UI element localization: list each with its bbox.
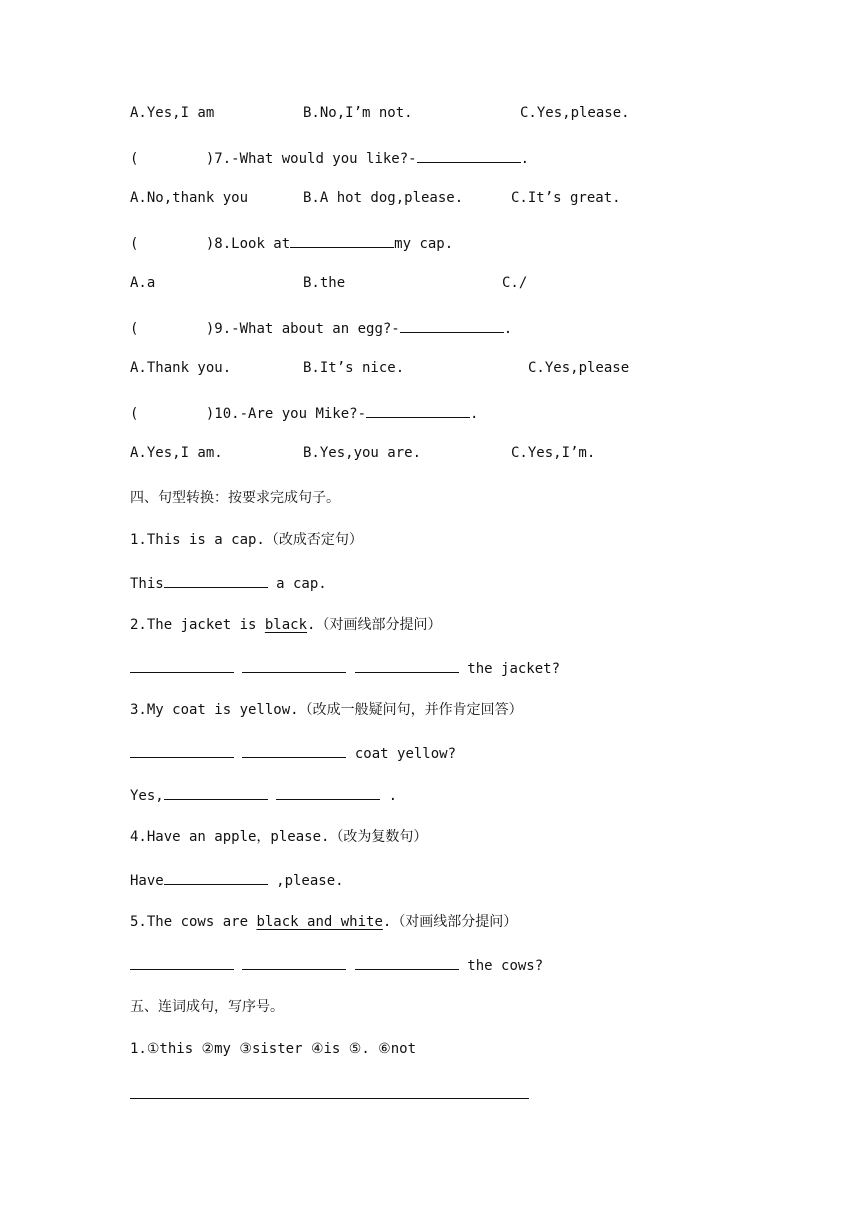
- answer-paren: ( ): [130, 151, 215, 167]
- s4-item-1-prompt: 1.This is a cap.（改成否定句）: [130, 532, 363, 548]
- answer-blank[interactable]: [366, 402, 470, 418]
- q7-option-b: B.A hot dog,please.: [303, 190, 464, 206]
- q8-option-c: C./: [502, 275, 528, 291]
- instruction-note: （对画线部分提问）: [315, 617, 442, 633]
- s4-item-2-prompt: 2.The jacket is black.（对画线部分提问）: [130, 617, 442, 633]
- q10-option-c: C.Yes,I’m.: [511, 445, 596, 461]
- answer-paren: ( ): [130, 406, 215, 422]
- question-10: ( )10.-Are you Mike?- .: [130, 402, 478, 424]
- answer-paren: ( ): [130, 236, 215, 252]
- answer-blank[interactable]: [400, 317, 504, 333]
- question-stem: 7.-What would you like?-: [214, 151, 417, 167]
- question-7: ( )7.-What would you like?- .: [130, 147, 529, 169]
- answer-blank[interactable]: [417, 147, 521, 163]
- question-stem: 10.-Are you Mike?-: [214, 406, 367, 422]
- s4-item-5-prompt: 5.The cows are black and white.（对画线部分提问）: [130, 914, 518, 930]
- answer-blank[interactable]: [355, 657, 459, 673]
- q10-option-b: B.Yes,you are.: [303, 445, 422, 461]
- s4-item-3-answer-reply: Yes, .: [130, 784, 397, 806]
- s4-item-4-answer: Have ,please.: [130, 869, 344, 891]
- q6-option-b: B.No,I’m not.: [303, 105, 413, 121]
- q9-option-b: B.It’s nice.: [303, 360, 405, 376]
- answer-blank[interactable]: [130, 742, 234, 758]
- answer-blank[interactable]: [242, 657, 346, 673]
- underlined-target: black: [264, 617, 308, 633]
- q10-option-a: A.Yes,I am.: [130, 445, 223, 461]
- q9-option-c: C.Yes,please: [528, 360, 630, 376]
- answer-blank[interactable]: [242, 742, 346, 758]
- q6-option-a: A.Yes,I am: [130, 105, 215, 121]
- answer-blank[interactable]: [276, 784, 380, 800]
- q8-option-b: B.the: [303, 275, 346, 291]
- s4-item-3-prompt: 3.My coat is yellow.（改成一般疑问句，并作肯定回答）: [130, 702, 523, 718]
- s4-item-1-answer: This a cap.: [130, 572, 327, 594]
- question-9: ( )9.-What about an egg?- .: [130, 317, 512, 339]
- q8-option-a: A.a: [130, 275, 156, 291]
- answer-blank[interactable]: [242, 954, 346, 970]
- answer-blank[interactable]: [130, 657, 234, 673]
- answer-blank[interactable]: [130, 954, 234, 970]
- answer-paren: ( ): [130, 321, 215, 337]
- underlined-target: black and white: [256, 914, 383, 930]
- answer-blank[interactable]: [355, 954, 459, 970]
- question-stem: 8.Look at: [214, 236, 291, 252]
- s5-item-1-prompt: 1.①this ②my ③sister ④is ⑤. ⑥not: [130, 1041, 417, 1057]
- instruction-note: （改成否定句）: [264, 532, 363, 548]
- q7-option-a: A.No,thank you: [130, 190, 249, 206]
- instruction-note: （对画线部分提问）: [391, 914, 518, 930]
- answer-blank[interactable]: [164, 784, 268, 800]
- instruction-note: （改成一般疑问句，并作肯定回答）: [298, 702, 523, 718]
- s4-item-3-answer-question: coat yellow?: [130, 742, 456, 764]
- s4-item-4-prompt: 4.Have an apple，please.（改为复数句）: [130, 829, 428, 845]
- question-8: ( )8.Look at my cap.: [130, 232, 453, 254]
- answer-blank[interactable]: [164, 869, 268, 885]
- s4-item-5-answer: the cows?: [130, 954, 543, 976]
- instruction-note: （改为复数句）: [329, 829, 428, 845]
- s4-item-2-answer: the jacket?: [130, 657, 560, 679]
- question-stem: 9.-What about an egg?-: [214, 321, 400, 337]
- q6-option-c: C.Yes,please.: [520, 105, 630, 121]
- q9-option-a: A.Thank you.: [130, 360, 232, 376]
- q7-option-c: C.It’s great.: [511, 190, 621, 206]
- answer-line[interactable]: [130, 1098, 529, 1099]
- answer-blank[interactable]: [290, 232, 394, 248]
- section-4-title: 四、句型转换：按要求完成句子。: [130, 490, 340, 506]
- answer-blank[interactable]: [164, 572, 268, 588]
- section-5-title: 五、连词成句，写序号。: [130, 999, 284, 1015]
